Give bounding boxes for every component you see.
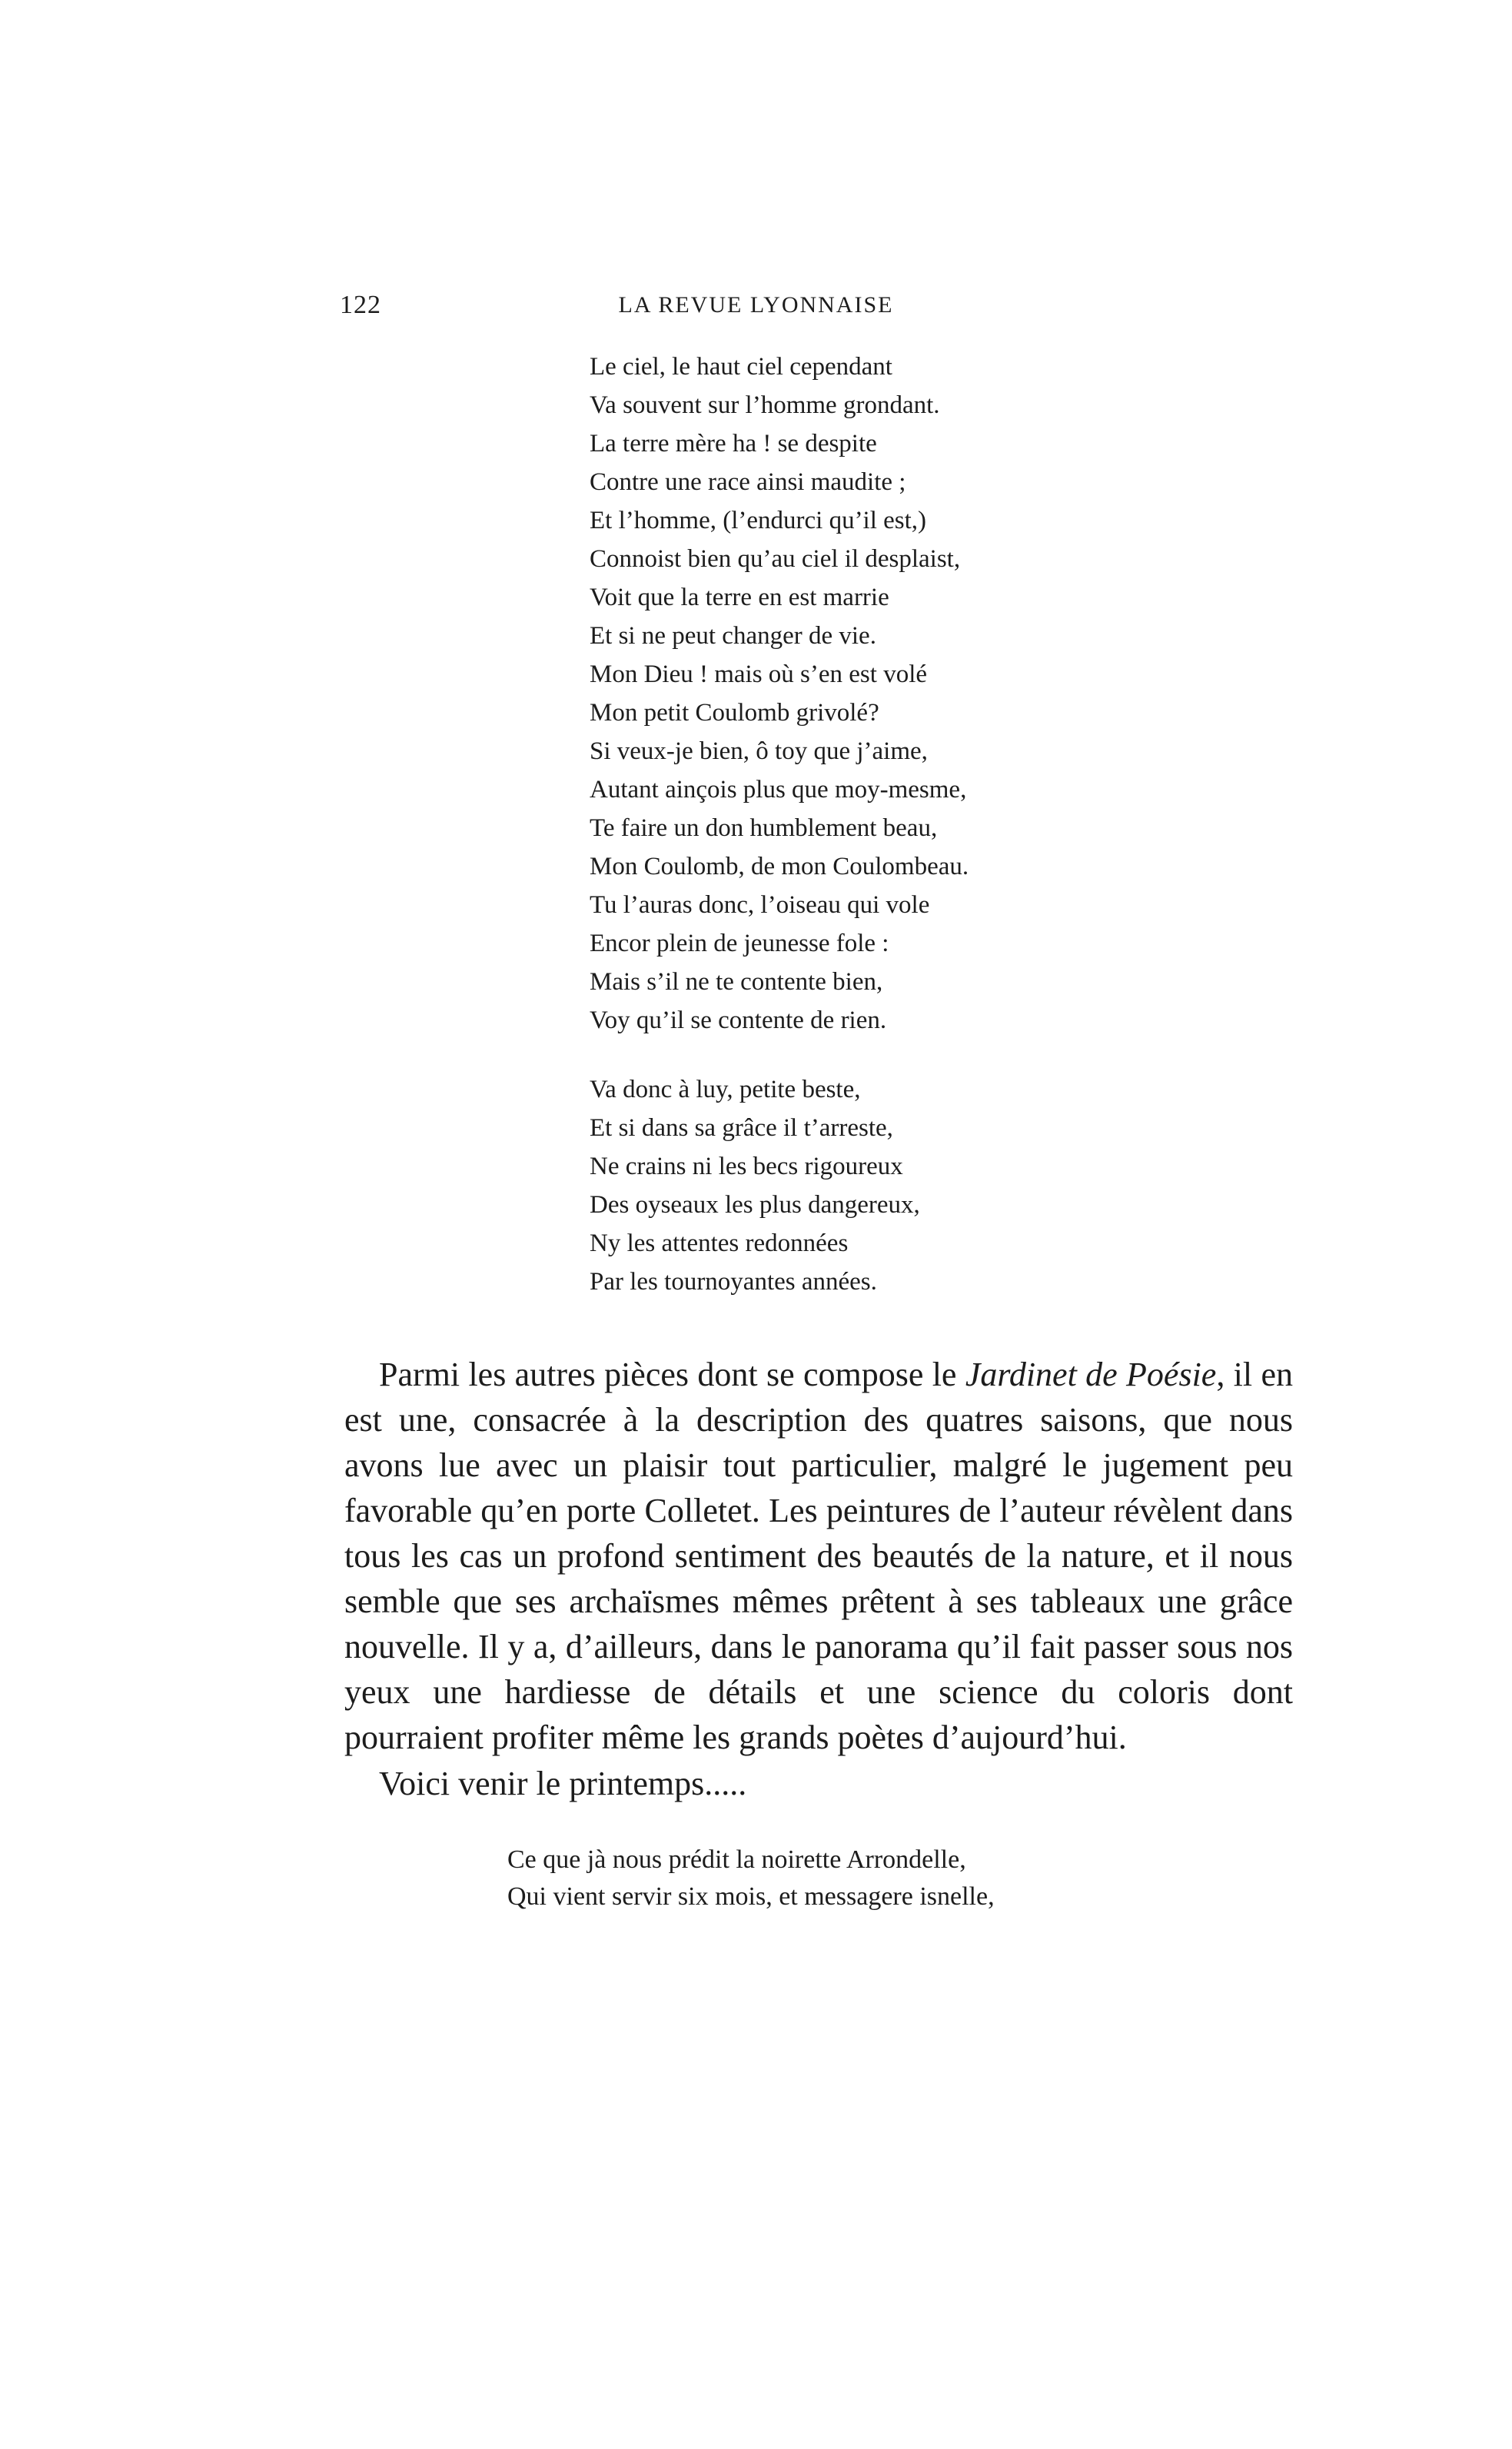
verse-line: Ny les attentes redonnées <box>590 1229 849 1257</box>
verse-line: Va donc à luy, petite beste, <box>590 1076 861 1103</box>
poem-stanza-1 <box>590 348 969 1040</box>
verse-line: Mon Coulomb, de mon Coulombeau. <box>590 853 969 880</box>
prose-text-before-title: Parmi les autres pièces dont se compose le <box>379 1356 965 1393</box>
quoted-verse <box>507 1842 995 1915</box>
verse-line: Voy qu’il se contente de rien. <box>590 1007 887 1034</box>
prose-paragraph <box>344 1352 1293 1760</box>
quote-line: Qui vient servir six mois, et messagere isnelle, <box>507 1882 995 1911</box>
verse-line: Tu l’auras donc, l’oiseau qui vole <box>590 891 930 919</box>
verse-line: La terre mère ha ! se despite <box>590 430 877 458</box>
verse-line: Et si ne peut changer de vie. <box>590 622 876 650</box>
verse-line: Et si dans sa grâce il t’arreste, <box>590 1114 893 1142</box>
book-title: Jardinet de Poésie <box>965 1356 1217 1393</box>
verse-line: Te faire un don humblement beau, <box>590 814 938 842</box>
prose-paragraph-2: Voici venir le printemps..... <box>379 1765 747 1802</box>
verse-line: Autant ainçois plus que moy-mesme, <box>590 776 967 804</box>
verse-line: Mais s’il ne te contente bien, <box>590 968 883 996</box>
quote-line: Ce que jà nous prédit la noirette Arrondelle, <box>507 1845 966 1874</box>
verse-line: Par les tournoyantes années. <box>590 1268 877 1296</box>
verse-line: Et l’homme, (l’endurci qu’il est,) <box>590 507 927 534</box>
running-title: LA REVUE LYONNAISE <box>618 292 894 318</box>
prose-text-after-title: , il en est une, consacrée à la description des quatres saisons, que nous avons lue avec un plaisir tout particulier, malgré le jugement peu favorable qu’en porte Colletet. Les peintures de l’auteur révèlent dans tous les cas un profond sentiment des beautés de la nature, et il nous semble que ses archaïsmes mêmes prêtent à ses tableaux une grâce nouvelle. Il y a, d’ailleurs, dans le panorama qu’il fait passer sous nos yeux une hardiesse de détails et une science du coloris dont pourraient profiter même les grands poètes d’aujourd’hui. <box>344 1356 1294 1756</box>
verse-line: Le ciel, le haut ciel cependant <box>590 353 892 381</box>
verse-line: Ne crains ni les becs rigoureux <box>590 1153 903 1180</box>
verse-line: Voit que la terre en est marrie <box>590 584 889 611</box>
verse-line: Mon petit Coulomb grivolé? <box>590 699 879 727</box>
verse-line: Contre une race ainsi maudite ; <box>590 468 906 496</box>
verse-line: Mon Dieu ! mais où s’en est volé <box>590 660 928 688</box>
verse-line: Si veux-je bien, ô toy que j’aime, <box>590 737 928 765</box>
verse-line: Encor plein de jeunesse fole : <box>590 930 889 957</box>
page-number: 122 <box>340 291 381 319</box>
verse-line: Connoist bien qu’au ciel il desplaist, <box>590 545 961 573</box>
verse-line: Va souvent sur l’homme grondant. <box>590 391 940 419</box>
poem-stanza-2 <box>590 1070 920 1301</box>
verse-line: Des oyseaux les plus dangereux, <box>590 1191 920 1219</box>
